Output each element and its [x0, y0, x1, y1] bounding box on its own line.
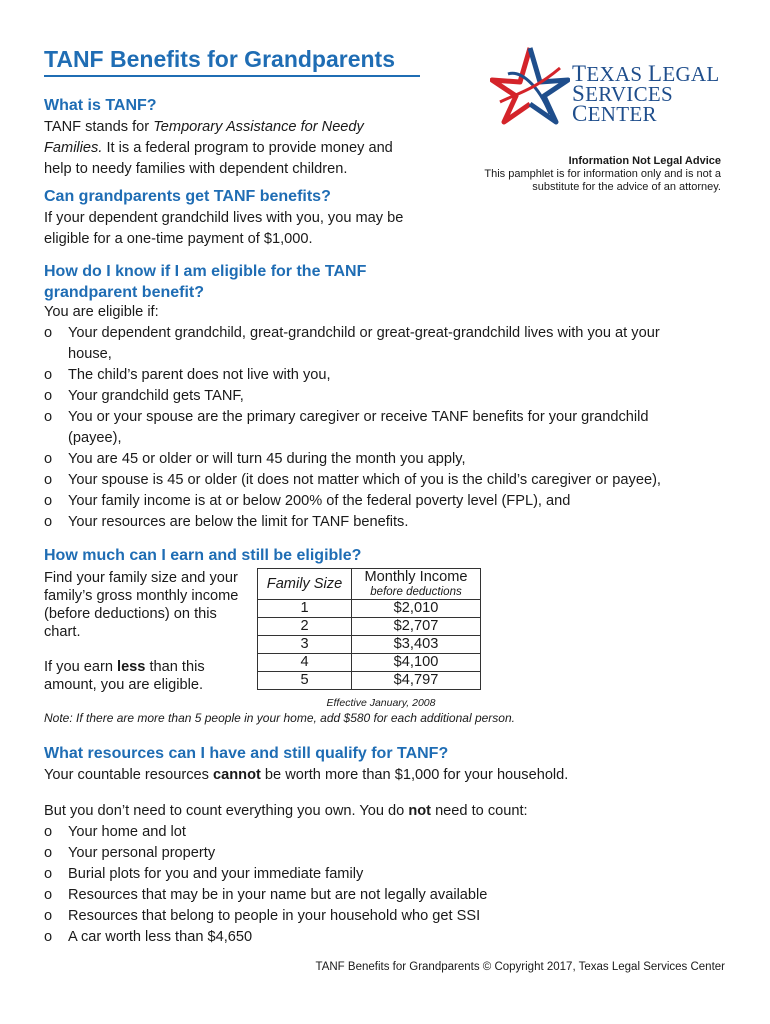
- legal-disclaimer: [460, 155, 721, 194]
- table-row: 1 $2,010: [258, 600, 481, 618]
- column-header-monthly-income: Monthly Income before deductions: [352, 569, 481, 600]
- list-item: o Your spouse is 45 or older (it does not matter which of you is the child’s caregiver or payee),: [44, 472, 661, 488]
- resources-exclusions-intro: But you don’t need to count everything you own. You do not need to count:: [44, 803, 528, 819]
- eligibility-list: [44, 323, 704, 533]
- table-row: 2 $2,707: [258, 618, 481, 636]
- what-is-tanf-text: TANF stands for Temporary Assistance for Needy Families. It is a federal program to provide money and help to needy families with dependent children.: [44, 119, 393, 177]
- income-table: [257, 568, 481, 690]
- additional-person-note: Note: If there are more than 5 people in your home, add $580 for each additional person.: [44, 711, 515, 725]
- heading-eligibility: How do I know if I am eligible for the TANF grandparent benefit?: [44, 263, 367, 301]
- list-item: o Resources that may be in your name but are not legally available: [44, 887, 488, 903]
- eligibility-intro: You are eligible if:: [44, 304, 159, 320]
- logo-wordmark: TEXAS LEGAL SERVICES CENTER: [572, 61, 720, 126]
- list-item: o A car worth less than $4,650: [44, 929, 253, 945]
- resources-limit-text: Your countable resources cannot be worth more than $1,000 for your household.: [44, 767, 569, 783]
- effective-date: Effective January, 2008: [326, 697, 436, 709]
- heading-what-is-tanf: What is TANF?: [44, 97, 157, 114]
- list-item: o Your resources are below the limit for TANF benefits.: [44, 514, 409, 530]
- list-item: o Your grandchild gets TANF,: [44, 388, 244, 404]
- list-item: o Your home and lot: [44, 824, 186, 840]
- page-footer: TANF Benefits for Grandparents © Copyright 2017, Texas Legal Services Center: [315, 961, 725, 973]
- list-item: o You or your spouse are the primary caregiver or receive TANF benefits for your grandchild (payee),: [44, 409, 649, 446]
- page-title: TANF Benefits for Grandparents: [44, 46, 395, 72]
- column-header-family-size: Family Size: [258, 569, 352, 600]
- list-item: o The child’s parent does not live with you,: [44, 367, 331, 383]
- list-item: o Your family income is at or below 200% of the federal poverty level (FPL), and: [44, 493, 571, 509]
- title-underline: [44, 75, 420, 77]
- texas-legal-services-logo: [490, 44, 730, 126]
- star-logo-icon: [490, 44, 570, 126]
- table-row: 5 $4,797: [258, 672, 481, 690]
- heading-can-grandparents: Can grandparents get TANF benefits?: [44, 188, 331, 205]
- disclaimer-text: This pamphlet is for information only and is not a substitute for the advice of an attorney.: [484, 168, 721, 193]
- resources-exclusions-list: [44, 822, 704, 948]
- list-item: o Your personal property: [44, 845, 216, 861]
- heading-income-limit: How much can I earn and still be eligible?: [44, 547, 362, 564]
- table-row: 4 $4,100: [258, 654, 481, 672]
- income-instructions: Find your family size and your family’s gross monthly income (before deductions) on this chart.: [44, 570, 239, 640]
- table-row: 3 $3,403: [258, 636, 481, 654]
- disclaimer-heading: Information Not Legal Advice: [568, 155, 721, 167]
- list-item: o Your dependent grandchild, great-grandchild or great-great-grandchild lives with you at your house,: [44, 325, 660, 362]
- income-eligibility-text: If you earn less than this amount, you are eligible.: [44, 659, 205, 693]
- list-item: o You are 45 or older or will turn 45 during the month you apply,: [44, 451, 466, 467]
- list-item: o Resources that belong to people in your household who get SSI: [44, 908, 481, 924]
- can-grandparents-text: If your dependent grandchild lives with you, you may be eligible for a one-time payment of $1,000.: [44, 210, 404, 247]
- list-item: o Burial plots for you and your immediate family: [44, 866, 364, 882]
- table-header-row: [258, 569, 481, 600]
- heading-resources: What resources can I have and still qualify for TANF?: [44, 745, 449, 762]
